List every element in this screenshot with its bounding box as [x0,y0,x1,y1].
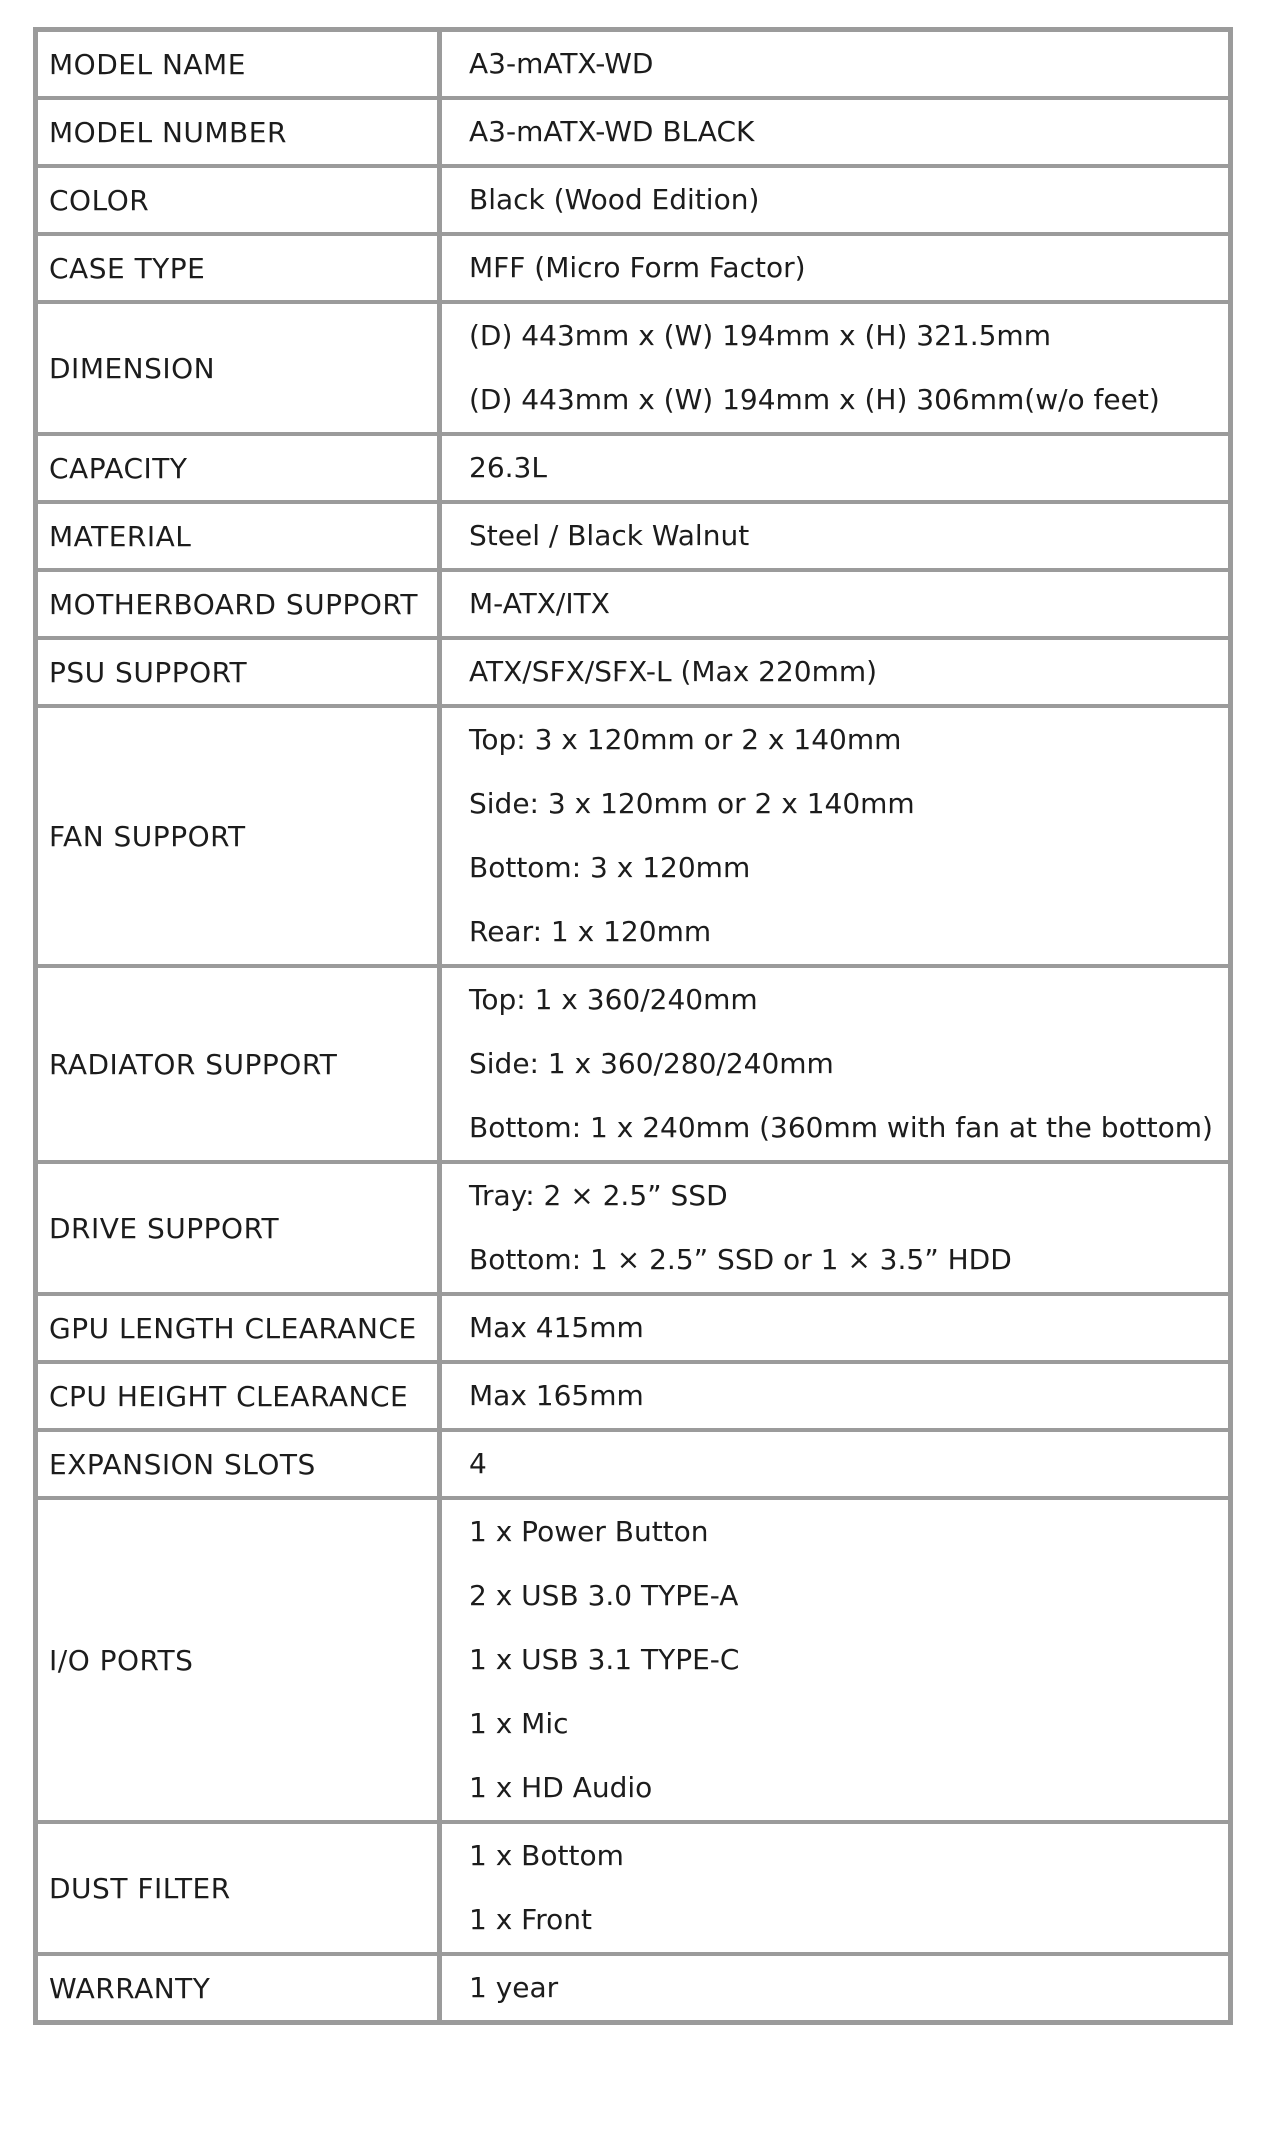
spec-row [38,636,1228,704]
spec-values [442,168,1228,232]
spec-value: (D) 443mm x (W) 194mm x (H) 321.5mm [469,319,1051,352]
spec-values [442,304,1228,432]
spec-label: DUST FILTER [38,1824,442,1952]
spec-value: A3-mATX-WD [469,47,654,80]
spec-label: PSU SUPPORT [38,640,442,704]
spec-value: Steel / Black Walnut [469,519,750,552]
spec-value: Side: 3 x 120mm or 2 x 140mm [469,787,915,820]
spec-value: 4 [469,1447,487,1480]
spec-row [38,1952,1228,2020]
spec-label: DRIVE SUPPORT [38,1164,442,1292]
spec-row [38,1820,1228,1952]
spec-label: WARRANTY [38,1956,442,2020]
spec-row [38,964,1228,1160]
spec-value: Rear: 1 x 120mm [469,915,712,948]
spec-value: Bottom: 3 x 120mm [469,851,751,884]
spec-label: MATERIAL [38,504,442,568]
spec-value: ATX/SFX/SFX-L (Max 220mm) [469,655,878,688]
spec-row [38,1496,1228,1820]
spec-value: 1 x Bottom [469,1839,624,1872]
spec-values [442,572,1228,636]
spec-row [38,1360,1228,1428]
spec-row [38,300,1228,432]
spec-values [442,436,1228,500]
spec-row [38,1428,1228,1496]
spec-value: 26.3L [469,451,547,484]
spec-label: CASE TYPE [38,236,442,300]
spec-row [38,568,1228,636]
spec-values [442,504,1228,568]
spec-values [442,708,1228,964]
spec-label: MODEL NAME [38,32,442,96]
spec-row [38,164,1228,232]
spec-label: DIMENSION [38,304,442,432]
spec-value: A3-mATX-WD BLACK [469,115,755,148]
spec-label: MOTHERBOARD SUPPORT [38,572,442,636]
spec-values [442,1164,1228,1292]
spec-row [38,432,1228,500]
spec-values [442,1432,1228,1496]
spec-values [442,1364,1228,1428]
spec-value: 1 x HD Audio [469,1771,653,1804]
spec-value: 1 x Front [469,1903,593,1936]
spec-values [442,1956,1228,2020]
spec-values [442,968,1228,1160]
spec-values [442,640,1228,704]
spec-label: FAN SUPPORT [38,708,442,964]
spec-value: (D) 443mm x (W) 194mm x (H) 306mm(w/o feet) [469,383,1160,416]
spec-row [38,96,1228,164]
spec-label: EXPANSION SLOTS [38,1432,442,1496]
spec-row [38,1160,1228,1292]
spec-value: Bottom: 1 × 2.5” SSD or 1 × 3.5” HDD [469,1243,1012,1276]
spec-row [38,32,1228,96]
spec-value: Max 165mm [469,1379,644,1412]
spec-row [38,704,1228,964]
spec-row [38,1292,1228,1360]
spec-value: 1 x Mic [469,1707,569,1740]
spec-value: Top: 3 x 120mm or 2 x 140mm [469,723,902,756]
spec-row [38,232,1228,300]
spec-value: 1 year [469,1971,559,2004]
spec-values [442,1296,1228,1360]
spec-value: M-ATX/ITX [469,587,610,620]
spec-values [442,32,1228,96]
spec-value: 1 x Power Button [469,1515,709,1548]
spec-value: Max 415mm [469,1311,644,1344]
spec-value: Top: 1 x 360/240mm [469,983,758,1016]
spec-value: Tray: 2 × 2.5” SSD [469,1179,728,1212]
spec-label: COLOR [38,168,442,232]
spec-label: CAPACITY [38,436,442,500]
spec-row [38,500,1228,568]
spec-label: I/O PORTS [38,1500,442,1820]
spec-label: GPU LENGTH CLEARANCE [38,1296,442,1360]
spec-values [442,1824,1228,1952]
spec-value: Bottom: 1 x 240mm (360mm with fan at the bottom) [469,1111,1213,1144]
spec-value: Black (Wood Edition) [469,183,760,216]
spec-table [33,27,1233,2025]
spec-values [442,100,1228,164]
spec-values [442,1500,1228,1820]
spec-label: MODEL NUMBER [38,100,442,164]
spec-value: 2 x USB 3.0 TYPE-A [469,1579,739,1612]
spec-value: MFF (Micro Form Factor) [469,251,806,284]
spec-label: RADIATOR SUPPORT [38,968,442,1160]
spec-values [442,236,1228,300]
spec-value: Side: 1 x 360/280/240mm [469,1047,834,1080]
spec-value: 1 x USB 3.1 TYPE-C [469,1643,740,1676]
spec-label: CPU HEIGHT CLEARANCE [38,1364,442,1428]
